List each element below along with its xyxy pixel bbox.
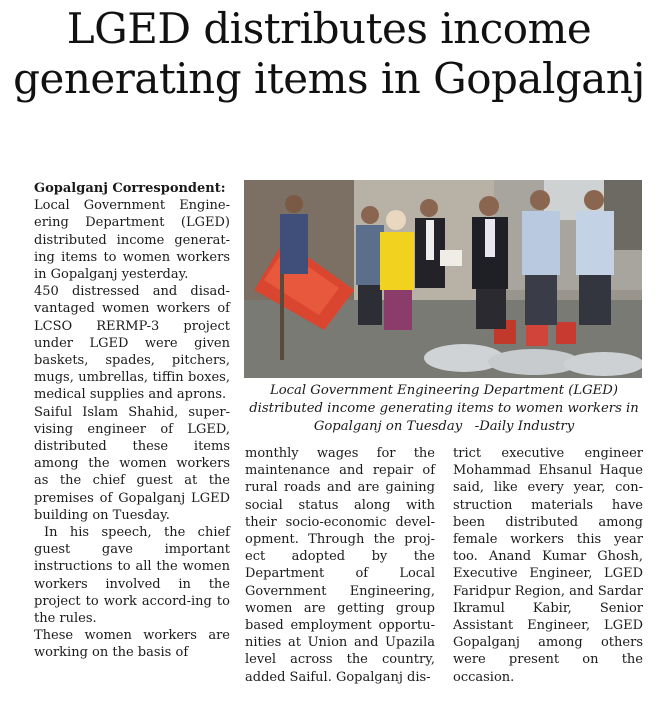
paragraph-5-end: trict executive engineer Mohammad Ehsanul Haque said, like every year, con-struction materials have been distributed among female workers this year too. Anand Kumar Ghosh, Executive Engineer, LGED Faridpur Region, and Sardar Ikramul Kabir, Senior Assistant Engineer, LGED Gopalganj among others were present on the occasion. [453, 446, 643, 685]
caption-text: Local Government Engineering Department (LGED) distributed income generating items to women workers in Gopalganj on Tuesday [249, 383, 639, 434]
paragraph-5-start: These women workers are working on the basis of [34, 628, 230, 661]
headline: LGED distributes income generating items in Gopalganj [13, 4, 645, 103]
article-column-left [34, 180, 230, 662]
article-column-right [453, 445, 643, 686]
group-photo-image [244, 180, 642, 378]
photo-credit: -Daily Industry [474, 419, 575, 434]
paragraph-4: In his speech, the chief guest gave important instructions to all the women workers involved in the project to work accord-ing to the rules. [34, 525, 230, 627]
article-column-middle [245, 445, 435, 686]
byline: Gopalganj Correspondent: [34, 181, 226, 196]
paragraph-5-continued: monthly wages for the maintenance and repair of rural roads and are gaining social status along with their socio-economic devel-opment. Through the proj-ect adopted by the Department of Local Government Engineering, women are getting group based employment opportu-nities at Union and Upazila level across the country, added Saiful. Gopalganj dis- [245, 446, 435, 685]
news-photo [244, 180, 642, 378]
paragraph-2: 450 distressed and disad-vantaged women workers of LCSO RERMP-3 project under LGED were given baskets, spades, pitchers, mugs, umbrellas, tiffin boxes, medical supplies and aprons. [34, 284, 230, 403]
paragraph-3: Saiful Islam Shahid, super-vising engineer of LGED, distributed these items among the women workers as the chief guest at the premises of Gopalganj LGED building on Tuesday. [34, 404, 230, 523]
photo-caption [244, 382, 644, 436]
paragraph-1: Local Government Engine-ering Department (LGED) distributed income generat-ing items to women workers in Gopalganj yesterday. [34, 198, 230, 283]
